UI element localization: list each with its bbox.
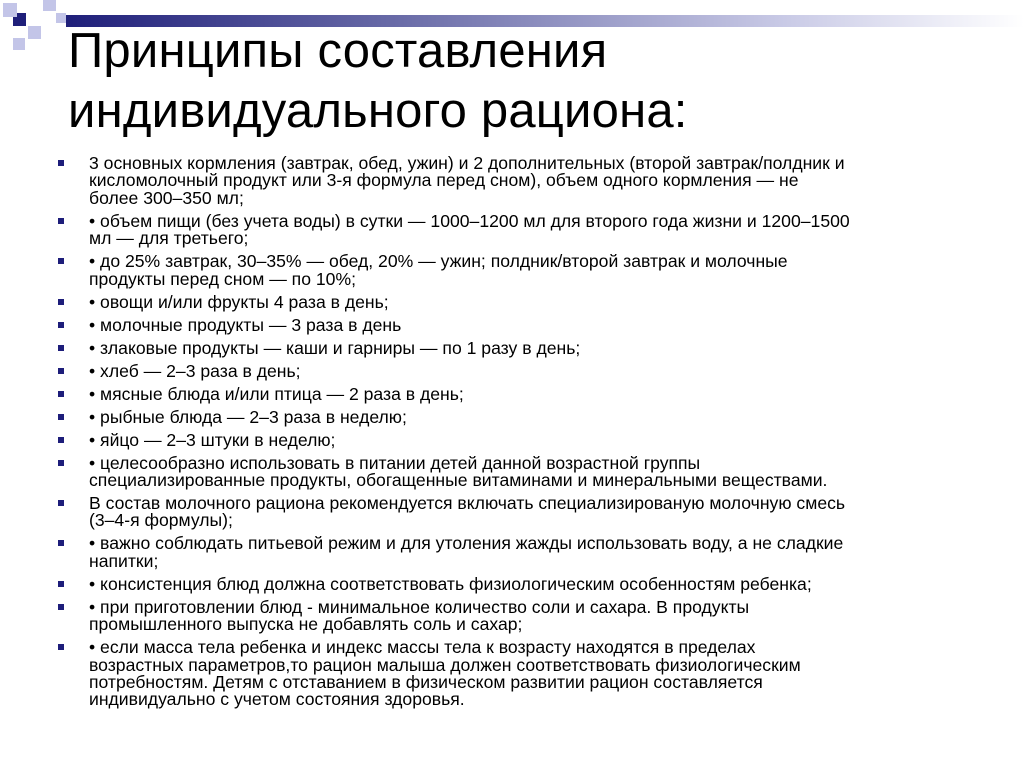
square-bullet-icon [58, 368, 64, 374]
list-item-text: • яйцо — 2–3 штуки в неделю; [89, 429, 336, 450]
list-item-text: • консистенция блюд должна соответствовать физиологическим особенностям ребенка; [89, 573, 812, 594]
list-item [0, 253, 1024, 288]
square-bullet-icon [58, 391, 64, 397]
list-item [0, 291, 1024, 312]
square-bullet-icon [58, 540, 64, 546]
square-bullet-icon [58, 345, 64, 351]
list-item [0, 639, 1024, 709]
square-bullet-icon [58, 218, 64, 224]
slide-title-line-1: Принципы составления [68, 24, 608, 78]
list-item-text: • целесообразно использовать в питании детей данной возрастной группы специализированные продукты, обогащенные витаминами и минеральными веществами. [89, 452, 828, 491]
header-square-light [43, 0, 56, 11]
list-item [0, 452, 1024, 491]
square-bullet-icon [58, 581, 64, 587]
list-item-text: • овощи и/или фрукты 4 раза в день; [89, 291, 389, 312]
list-item [0, 210, 1024, 249]
list-item-text: • молочные продукты — 3 раза в день [89, 314, 402, 335]
list-item [0, 155, 1024, 207]
principles-list [0, 155, 1024, 714]
header-square-light [13, 38, 25, 50]
square-bullet-icon [58, 414, 64, 420]
list-item-text: • при приготовлении блюд - минимальное количество соли и сахара. В продукты промышленного выпуска не добавлять соль и сахар; [89, 596, 750, 635]
list-item [0, 495, 1024, 530]
square-bullet-icon [58, 258, 64, 264]
square-bullet-icon [58, 322, 64, 328]
list-item [0, 535, 1024, 570]
list-item [0, 573, 1024, 594]
square-bullet-icon [58, 299, 64, 305]
list-item [0, 406, 1024, 427]
list-item-text: • важно соблюдать питьевой режим и для утоления жажды использовать воду, а не сладкие напитки; [89, 533, 844, 571]
list-item-text: • мясные блюда и/или птица — 2 раза в день; [89, 383, 464, 404]
header-square-light [28, 26, 41, 39]
list-item-text: • злаковые продукты — каши и гарниры — по 1 разу в день; [89, 337, 581, 358]
list-item-text: 3 основных кормления (завтрак, обед, ужин) и 2 дополнительных (второй завтрак/полдник и кисломолочный продукт или 3-я формула перед сном), объем одного кормления — не более 300–350 мл; [89, 153, 845, 208]
list-item-text: • объем пищи (без учета воды) в сутки — 1000–1200 мл для второго года жизни и 1200–1500 мл — для третьего; [89, 210, 850, 249]
square-bullet-icon [58, 160, 64, 166]
list-item-text: • до 25% завтрак, 30–35% — обед, 20% — ужин; полдник/второй завтрак и молочные продукты перед сном — по 10%; [89, 251, 788, 289]
square-bullet-icon [58, 500, 64, 506]
list-item-text: • рыбные блюда — 2–3 раза в неделю; [89, 406, 407, 427]
square-bullet-icon [58, 604, 64, 610]
list-item-text: В состав молочного рациона рекомендуется включать специализированую молочную смесь (3–4-я формулы); [89, 493, 846, 531]
square-bullet-icon [58, 644, 64, 650]
list-item-text: • хлеб — 2–3 раза в день; [89, 360, 301, 381]
list-item-text: • если масса тела ребенка и индекс массы тела к возрасту находятся в пределах возрастных параметров,то рацион малыша должен соответствовать физиологическим потребностям. Детям с отставанием в физическом развитии рацион составляется индивидуально с учетом состояния здоровья. [89, 637, 801, 710]
list-item [0, 383, 1024, 404]
list-item [0, 360, 1024, 381]
square-bullet-icon [58, 437, 64, 443]
slide-title-line-2: индивидуального рациона: [68, 84, 688, 138]
header-square-light [3, 3, 17, 17]
list-item [0, 429, 1024, 450]
list-item [0, 596, 1024, 635]
slide-title [68, 21, 988, 141]
list-item [0, 314, 1024, 335]
square-bullet-icon [58, 460, 64, 466]
list-item [0, 337, 1024, 358]
header-square-light [56, 13, 66, 23]
